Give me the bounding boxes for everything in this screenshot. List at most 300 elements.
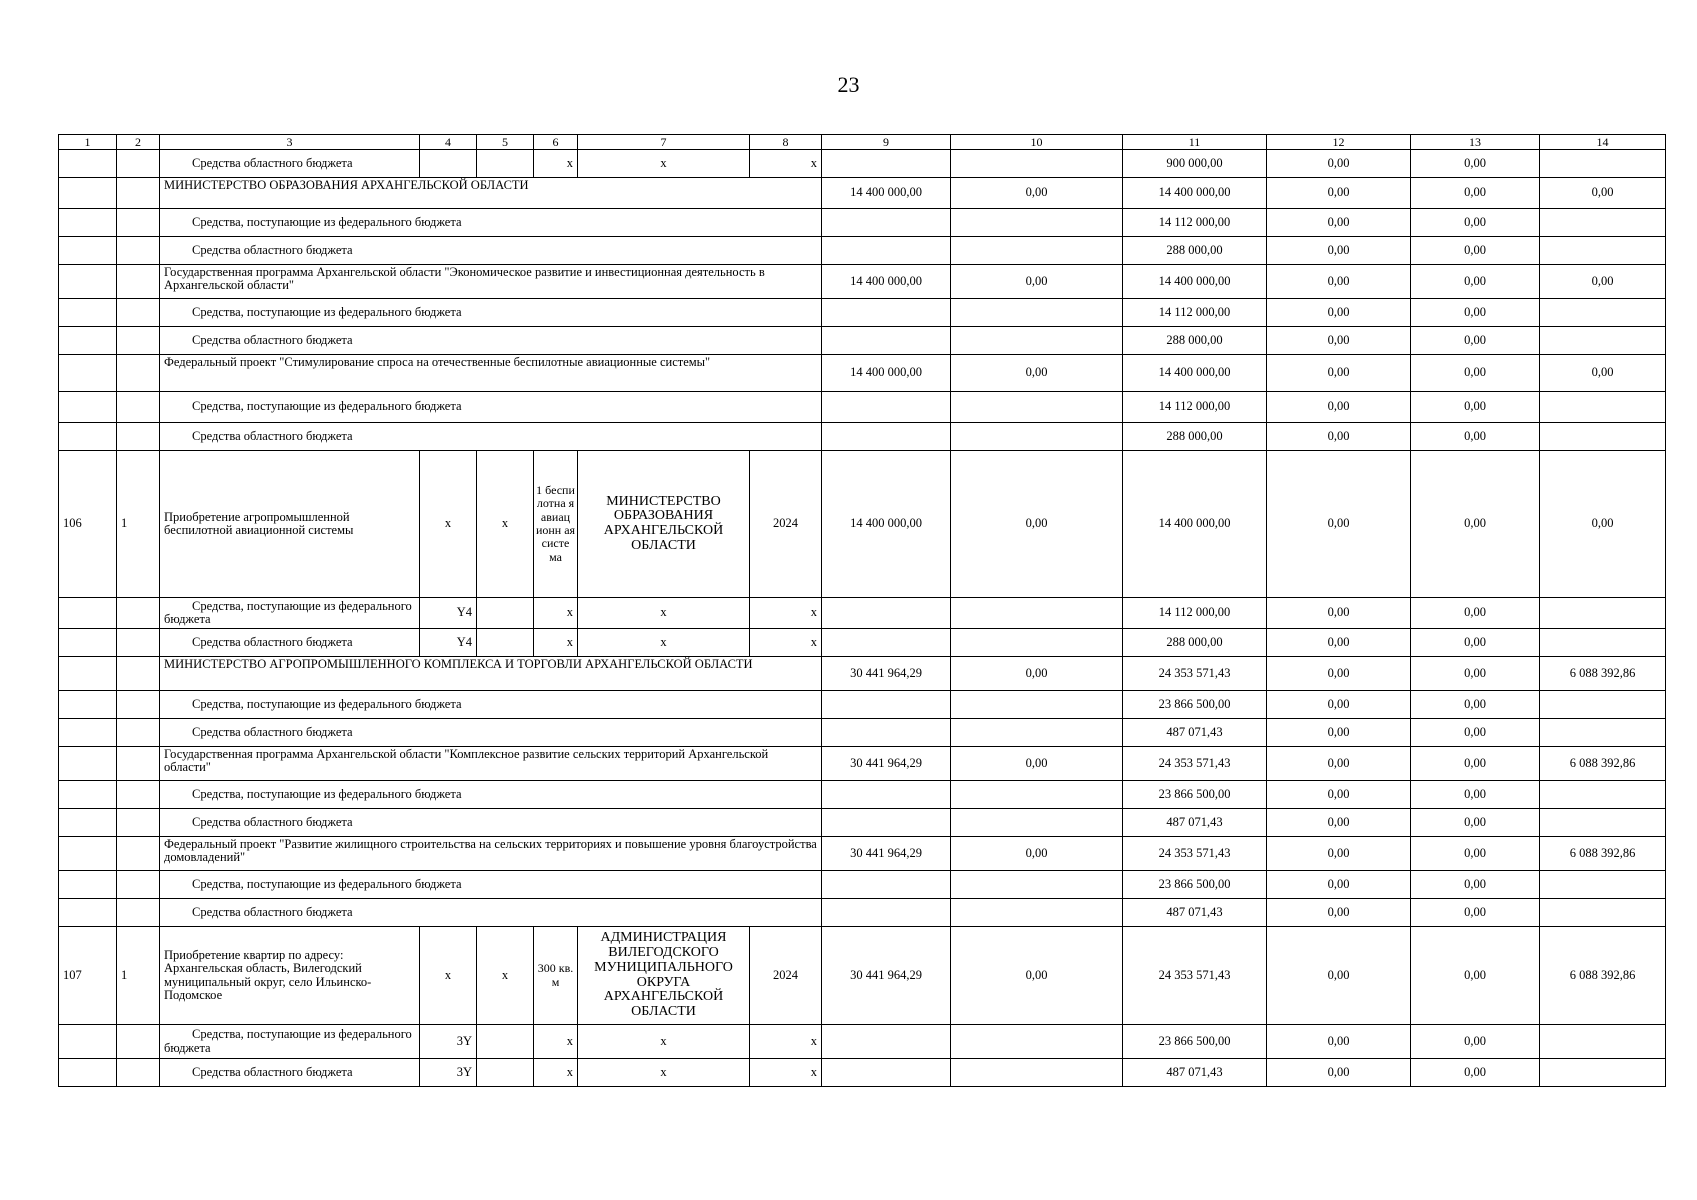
table-row <box>59 451 1666 598</box>
cell-c13: 0,00 <box>1411 451 1540 598</box>
cell-c14 <box>1540 209 1666 237</box>
cell-c6: x <box>534 150 578 178</box>
cell-col1 <box>59 781 117 809</box>
header-cell: 6 <box>534 135 578 150</box>
cell-col2 <box>117 299 160 327</box>
cell-c13: 0,00 <box>1411 691 1540 719</box>
cell-c12: 0,00 <box>1267 392 1411 423</box>
cell-col1 <box>59 178 117 209</box>
cell-c13: 0,00 <box>1411 392 1540 423</box>
table-row <box>59 809 1666 837</box>
cell-col1 <box>59 657 117 691</box>
cell-c9: 30 441 964,29 <box>822 837 951 871</box>
cell-c12: 0,00 <box>1267 327 1411 355</box>
cell-c11: 487 071,43 <box>1123 899 1267 927</box>
cell-c12: 0,00 <box>1267 598 1411 629</box>
cell-c12: 0,00 <box>1267 871 1411 899</box>
cell-c11: 24 353 571,43 <box>1123 927 1267 1025</box>
funding-source-label: Средства, поступающие из федерального бюджета <box>160 598 420 629</box>
cell-col1 <box>59 299 117 327</box>
cell-col1 <box>59 809 117 837</box>
cell-c9 <box>822 691 951 719</box>
cell-c11: 487 071,43 <box>1123 719 1267 747</box>
year-cell: 2024 <box>750 927 822 1025</box>
table-header-row <box>59 135 1666 150</box>
cell-c10 <box>951 299 1123 327</box>
table-row <box>59 327 1666 355</box>
cell-c13: 0,00 <box>1411 299 1540 327</box>
funding-source-label: Средства областного бюджета <box>160 719 822 747</box>
cell-c13: 0,00 <box>1411 1059 1540 1087</box>
cell-c10: 0,00 <box>951 837 1123 871</box>
header-cell: 5 <box>477 135 534 150</box>
cell-c14 <box>1540 629 1666 657</box>
item-name: Приобретение агропромышленной беспилотной авиационной системы <box>160 451 420 598</box>
cell-col2 <box>117 809 160 837</box>
cell-c10 <box>951 150 1123 178</box>
cell-c14: 6 088 392,86 <box>1540 747 1666 781</box>
cell-c12: 0,00 <box>1267 178 1411 209</box>
cell-c12: 0,00 <box>1267 657 1411 691</box>
cell-c13: 0,00 <box>1411 871 1540 899</box>
table-row <box>59 237 1666 265</box>
cell-c14: 0,00 <box>1540 265 1666 299</box>
funding-source-label: Средства, поступающие из федерального бюджета <box>160 299 822 327</box>
funding-source-label: Средства, поступающие из федерального бюджета <box>160 781 822 809</box>
cell-col2 <box>117 629 160 657</box>
cell-col2 <box>117 899 160 927</box>
cell-col1 <box>59 899 117 927</box>
cell-c10 <box>951 781 1123 809</box>
cell-c12: 0,00 <box>1267 209 1411 237</box>
cell-c4 <box>420 150 477 178</box>
cell-c12: 0,00 <box>1267 927 1411 1025</box>
group-label: Государственная программа Архангельской области "Комплексное развитие сельских территорий Архангельской области" <box>160 747 822 781</box>
cell-c9: 14 400 000,00 <box>822 178 951 209</box>
cell-c7: x <box>578 1025 750 1059</box>
cell-c11: 14 400 000,00 <box>1123 265 1267 299</box>
cell-c10 <box>951 899 1123 927</box>
cell-col1 <box>59 871 117 899</box>
cell-c13: 0,00 <box>1411 209 1540 237</box>
cell-c10: 0,00 <box>951 927 1123 1025</box>
cell-col1 <box>59 327 117 355</box>
cell-c10 <box>951 392 1123 423</box>
cell-c12: 0,00 <box>1267 747 1411 781</box>
cell-c11: 900 000,00 <box>1123 150 1267 178</box>
cell-col1 <box>59 837 117 871</box>
cell-col2 <box>117 150 160 178</box>
cell-c12: 0,00 <box>1267 150 1411 178</box>
page-number: 23 <box>837 72 860 97</box>
cell-c4: Y4 <box>420 598 477 629</box>
cell-c12: 0,00 <box>1267 299 1411 327</box>
cell-col1 <box>59 355 117 392</box>
cell-c12: 0,00 <box>1267 691 1411 719</box>
cell-c10 <box>951 598 1123 629</box>
row-number: 107 <box>59 927 117 1025</box>
cell-c12: 0,00 <box>1267 1025 1411 1059</box>
table-row <box>59 629 1666 657</box>
cell-c5 <box>477 1059 534 1087</box>
cell-col1 <box>59 237 117 265</box>
cell-c10: 0,00 <box>951 451 1123 598</box>
table-row <box>59 781 1666 809</box>
cell-col2 <box>117 327 160 355</box>
cell-c9 <box>822 871 951 899</box>
cell-c13: 0,00 <box>1411 355 1540 392</box>
cell-c11: 23 866 500,00 <box>1123 871 1267 899</box>
capacity-cell: 300 кв. м <box>534 927 578 1025</box>
cell-c13: 0,00 <box>1411 150 1540 178</box>
cell-col2 <box>117 178 160 209</box>
cell-c12: 0,00 <box>1267 899 1411 927</box>
cell-c10 <box>951 809 1123 837</box>
cell-c7: x <box>578 1059 750 1087</box>
cell-col2 <box>117 598 160 629</box>
funding-source-label: Средства, поступающие из федерального бюджета <box>160 1025 420 1059</box>
cell-c6: x <box>534 1059 578 1087</box>
cell-c7: x <box>578 598 750 629</box>
cell-c14 <box>1540 871 1666 899</box>
header-cell: 1 <box>59 135 117 150</box>
cell-c9 <box>822 299 951 327</box>
cell-c12: 0,00 <box>1267 781 1411 809</box>
cell-c9 <box>822 392 951 423</box>
funding-source-label: Средства областного бюджета <box>160 899 822 927</box>
cell-c11: 288 000,00 <box>1123 237 1267 265</box>
cell-c13: 0,00 <box>1411 837 1540 871</box>
cell-c8: x <box>750 150 822 178</box>
cell-c9 <box>822 598 951 629</box>
funding-source-label: Средства, поступающие из федерального бюджета <box>160 871 822 899</box>
cell-c9 <box>822 423 951 451</box>
cell-c14 <box>1540 150 1666 178</box>
cell-c12: 0,00 <box>1267 809 1411 837</box>
cell-col1 <box>59 150 117 178</box>
header-cell: 9 <box>822 135 951 150</box>
cell-c9 <box>822 809 951 837</box>
cell-c10 <box>951 629 1123 657</box>
table-row <box>59 392 1666 423</box>
cell-col1 <box>59 423 117 451</box>
row-subnumber: 1 <box>117 927 160 1025</box>
cell-c14: 0,00 <box>1540 355 1666 392</box>
cell-c9 <box>822 1059 951 1087</box>
funding-source-label: Средства областного бюджета <box>160 327 822 355</box>
funding-source-label: Средства, поступающие из федерального бюджета <box>160 209 822 237</box>
cell-c14 <box>1540 1025 1666 1059</box>
cell-col1 <box>59 629 117 657</box>
budget-table <box>58 134 1666 1087</box>
year-cell: 2024 <box>750 451 822 598</box>
cell-col1 <box>59 209 117 237</box>
responsible-organization: АДМИНИСТРАЦИЯ ВИЛЕГОДСКОГО МУНИЦИПАЛЬНОГО ОКРУГА АРХАНГЕЛЬСКОЙ ОБЛАСТИ <box>578 927 750 1025</box>
cell-c14 <box>1540 719 1666 747</box>
cell-c13: 0,00 <box>1411 781 1540 809</box>
cell-c13: 0,00 <box>1411 178 1540 209</box>
cell-c10 <box>951 691 1123 719</box>
table-row <box>59 178 1666 209</box>
cell-col1 <box>59 719 117 747</box>
cell-c14 <box>1540 809 1666 837</box>
funding-source-label: Средства областного бюджета <box>160 237 822 265</box>
header-cell: 12 <box>1267 135 1411 150</box>
table-row <box>59 927 1666 1025</box>
cell-c6: x <box>534 1025 578 1059</box>
cell-col2 <box>117 1025 160 1059</box>
table-row <box>59 355 1666 392</box>
cell-c9 <box>822 1025 951 1059</box>
funding-source-label: Средства, поступающие из федерального бюджета <box>160 392 822 423</box>
cell-c13: 0,00 <box>1411 657 1540 691</box>
cell-c9: 14 400 000,00 <box>822 451 951 598</box>
cell-col2 <box>117 781 160 809</box>
cell-c5: x <box>477 451 534 598</box>
cell-c14 <box>1540 598 1666 629</box>
row-number: 106 <box>59 451 117 598</box>
cell-c11: 487 071,43 <box>1123 1059 1267 1087</box>
funding-source-label: Средства областного бюджета <box>160 1059 420 1087</box>
cell-c11: 288 000,00 <box>1123 423 1267 451</box>
table-row <box>59 657 1666 691</box>
funding-source-label: Средства областного бюджета <box>160 809 822 837</box>
cell-c9 <box>822 209 951 237</box>
cell-c10 <box>951 871 1123 899</box>
cell-c14 <box>1540 1059 1666 1087</box>
cell-c14 <box>1540 781 1666 809</box>
header-cell: 14 <box>1540 135 1666 150</box>
cell-c10 <box>951 237 1123 265</box>
cell-c11: 14 400 000,00 <box>1123 178 1267 209</box>
cell-c11: 14 112 000,00 <box>1123 598 1267 629</box>
cell-col1 <box>59 1059 117 1087</box>
cell-col1 <box>59 747 117 781</box>
header-cell: 10 <box>951 135 1123 150</box>
cell-c5: x <box>477 927 534 1025</box>
cell-c13: 0,00 <box>1411 237 1540 265</box>
cell-c10: 0,00 <box>951 657 1123 691</box>
cell-c8: x <box>750 1025 822 1059</box>
cell-c11: 14 112 000,00 <box>1123 209 1267 237</box>
cell-c4: Y4 <box>420 629 477 657</box>
funding-source-label: Средства, поступающие из федерального бюджета <box>160 691 822 719</box>
cell-c14 <box>1540 327 1666 355</box>
cell-c14: 6 088 392,86 <box>1540 657 1666 691</box>
cell-c4: x <box>420 451 477 598</box>
cell-c7: x <box>578 150 750 178</box>
header-cell: 13 <box>1411 135 1540 150</box>
cell-c13: 0,00 <box>1411 629 1540 657</box>
cell-c9: 30 441 964,29 <box>822 747 951 781</box>
cell-c12: 0,00 <box>1267 451 1411 598</box>
cell-c13: 0,00 <box>1411 1025 1540 1059</box>
table-row <box>59 1025 1666 1059</box>
table-row <box>59 837 1666 871</box>
cell-col2 <box>117 209 160 237</box>
cell-col1 <box>59 598 117 629</box>
cell-c12: 0,00 <box>1267 629 1411 657</box>
table-row <box>59 747 1666 781</box>
cell-c9: 30 441 964,29 <box>822 657 951 691</box>
header-cell: 11 <box>1123 135 1267 150</box>
cell-c5 <box>477 629 534 657</box>
table-row <box>59 871 1666 899</box>
cell-c4: x <box>420 927 477 1025</box>
cell-c9 <box>822 781 951 809</box>
cell-c10: 0,00 <box>951 355 1123 392</box>
table-row <box>59 209 1666 237</box>
cell-col2 <box>117 719 160 747</box>
cell-c13: 0,00 <box>1411 719 1540 747</box>
header-cell: 3 <box>160 135 420 150</box>
cell-c10 <box>951 423 1123 451</box>
cell-c12: 0,00 <box>1267 237 1411 265</box>
cell-col2 <box>117 747 160 781</box>
table-row <box>59 299 1666 327</box>
cell-c9 <box>822 237 951 265</box>
cell-c4: 3Y <box>420 1059 477 1087</box>
cell-col1 <box>59 1025 117 1059</box>
cell-col2 <box>117 691 160 719</box>
row-subnumber: 1 <box>117 451 160 598</box>
cell-c9 <box>822 899 951 927</box>
cell-c12: 0,00 <box>1267 355 1411 392</box>
table-row <box>59 265 1666 299</box>
cell-c10 <box>951 1059 1123 1087</box>
cell-col2 <box>117 871 160 899</box>
item-name: Приобретение квартир по адресу: Архангельская область, Вилегодский муниципальный округ, село Ильинско-Подомское <box>160 927 420 1025</box>
cell-c13: 0,00 <box>1411 327 1540 355</box>
header-cell: 7 <box>578 135 750 150</box>
cell-c14: 0,00 <box>1540 451 1666 598</box>
cell-col2 <box>117 1059 160 1087</box>
cell-c11: 24 353 571,43 <box>1123 657 1267 691</box>
cell-c9: 14 400 000,00 <box>822 355 951 392</box>
cell-c13: 0,00 <box>1411 809 1540 837</box>
cell-c14 <box>1540 237 1666 265</box>
cell-c12: 0,00 <box>1267 423 1411 451</box>
cell-c8: x <box>750 598 822 629</box>
cell-c6: x <box>534 598 578 629</box>
cell-c11: 288 000,00 <box>1123 629 1267 657</box>
cell-c11: 23 866 500,00 <box>1123 1025 1267 1059</box>
table-row <box>59 423 1666 451</box>
cell-c11: 24 353 571,43 <box>1123 837 1267 871</box>
cell-c8: x <box>750 629 822 657</box>
header-cell: 2 <box>117 135 160 150</box>
responsible-organization: МИНИСТЕРСТВО ОБРАЗОВАНИЯ АРХАНГЕЛЬСКОЙ ОБЛАСТИ <box>578 451 750 598</box>
cell-c11: 23 866 500,00 <box>1123 691 1267 719</box>
cell-c12: 0,00 <box>1267 719 1411 747</box>
cell-c10: 0,00 <box>951 747 1123 781</box>
cell-c14: 6 088 392,86 <box>1540 837 1666 871</box>
cell-c12: 0,00 <box>1267 1059 1411 1087</box>
funding-source-label: Средства областного бюджета <box>160 423 822 451</box>
cell-c13: 0,00 <box>1411 423 1540 451</box>
cell-c10: 0,00 <box>951 178 1123 209</box>
cell-col1 <box>59 265 117 299</box>
cell-c13: 0,00 <box>1411 899 1540 927</box>
cell-col2 <box>117 423 160 451</box>
cell-c9: 30 441 964,29 <box>822 927 951 1025</box>
cell-c9 <box>822 719 951 747</box>
table-row <box>59 691 1666 719</box>
cell-c11: 24 353 571,43 <box>1123 747 1267 781</box>
cell-c9 <box>822 150 951 178</box>
cell-col2 <box>117 265 160 299</box>
cell-c5 <box>477 598 534 629</box>
table-row <box>59 598 1666 629</box>
cell-col2 <box>117 837 160 871</box>
cell-c9 <box>822 327 951 355</box>
cell-c14 <box>1540 899 1666 927</box>
cell-c11: 14 400 000,00 <box>1123 451 1267 598</box>
header-cell: 4 <box>420 135 477 150</box>
funding-source-label: Средства областного бюджета <box>160 150 420 178</box>
cell-col1 <box>59 691 117 719</box>
cell-c11: 14 112 000,00 <box>1123 299 1267 327</box>
cell-c13: 0,00 <box>1411 927 1540 1025</box>
cell-c4: 3Y <box>420 1025 477 1059</box>
capacity-cell: 1 беспи лотна я авиац ионн ая систе ма <box>534 451 578 598</box>
cell-col2 <box>117 392 160 423</box>
cell-c12: 0,00 <box>1267 837 1411 871</box>
cell-col2 <box>117 657 160 691</box>
cell-c11: 14 400 000,00 <box>1123 355 1267 392</box>
group-label: Государственная программа Архангельской области "Экономическое развитие и инвестиционная деятельность в Архангельской области" <box>160 265 822 299</box>
cell-c14: 0,00 <box>1540 178 1666 209</box>
header-cell: 8 <box>750 135 822 150</box>
table-row <box>59 899 1666 927</box>
cell-c10 <box>951 327 1123 355</box>
cell-c11: 14 112 000,00 <box>1123 392 1267 423</box>
cell-c13: 0,00 <box>1411 747 1540 781</box>
funding-source-label: Средства областного бюджета <box>160 629 420 657</box>
table-row <box>59 719 1666 747</box>
group-label: Федеральный проект "Стимулирование спроса на отечественные беспилотные авиационные системы" <box>160 355 822 392</box>
cell-c7: x <box>578 629 750 657</box>
cell-c9 <box>822 629 951 657</box>
table-body <box>59 135 1666 1087</box>
cell-c13: 0,00 <box>1411 265 1540 299</box>
cell-c14 <box>1540 691 1666 719</box>
cell-col1 <box>59 392 117 423</box>
cell-c10 <box>951 209 1123 237</box>
cell-c14: 6 088 392,86 <box>1540 927 1666 1025</box>
group-label: МИНИСТЕРСТВО АГРОПРОМЫШЛЕННОГО КОМПЛЕКСА И ТОРГОВЛИ АРХАНГЕЛЬСКОЙ ОБЛАСТИ <box>160 657 822 691</box>
cell-c6: x <box>534 629 578 657</box>
cell-col2 <box>117 237 160 265</box>
cell-c11: 288 000,00 <box>1123 327 1267 355</box>
cell-c12: 0,00 <box>1267 265 1411 299</box>
cell-c14 <box>1540 423 1666 451</box>
cell-c5 <box>477 150 534 178</box>
table-row <box>59 1059 1666 1087</box>
cell-c10 <box>951 719 1123 747</box>
cell-c11: 23 866 500,00 <box>1123 781 1267 809</box>
cell-c9: 14 400 000,00 <box>822 265 951 299</box>
cell-c8: x <box>750 1059 822 1087</box>
cell-c10: 0,00 <box>951 265 1123 299</box>
cell-c5 <box>477 1025 534 1059</box>
group-label: МИНИСТЕРСТВО ОБРАЗОВАНИЯ АРХАНГЕЛЬСКОЙ ОБЛАСТИ <box>160 178 822 209</box>
cell-c14 <box>1540 299 1666 327</box>
group-label: Федеральный проект "Развитие жилищного строительства на сельских территориях и повышение уровня благоустройства домовладений" <box>160 837 822 871</box>
cell-col2 <box>117 355 160 392</box>
cell-c11: 487 071,43 <box>1123 809 1267 837</box>
cell-c14 <box>1540 392 1666 423</box>
